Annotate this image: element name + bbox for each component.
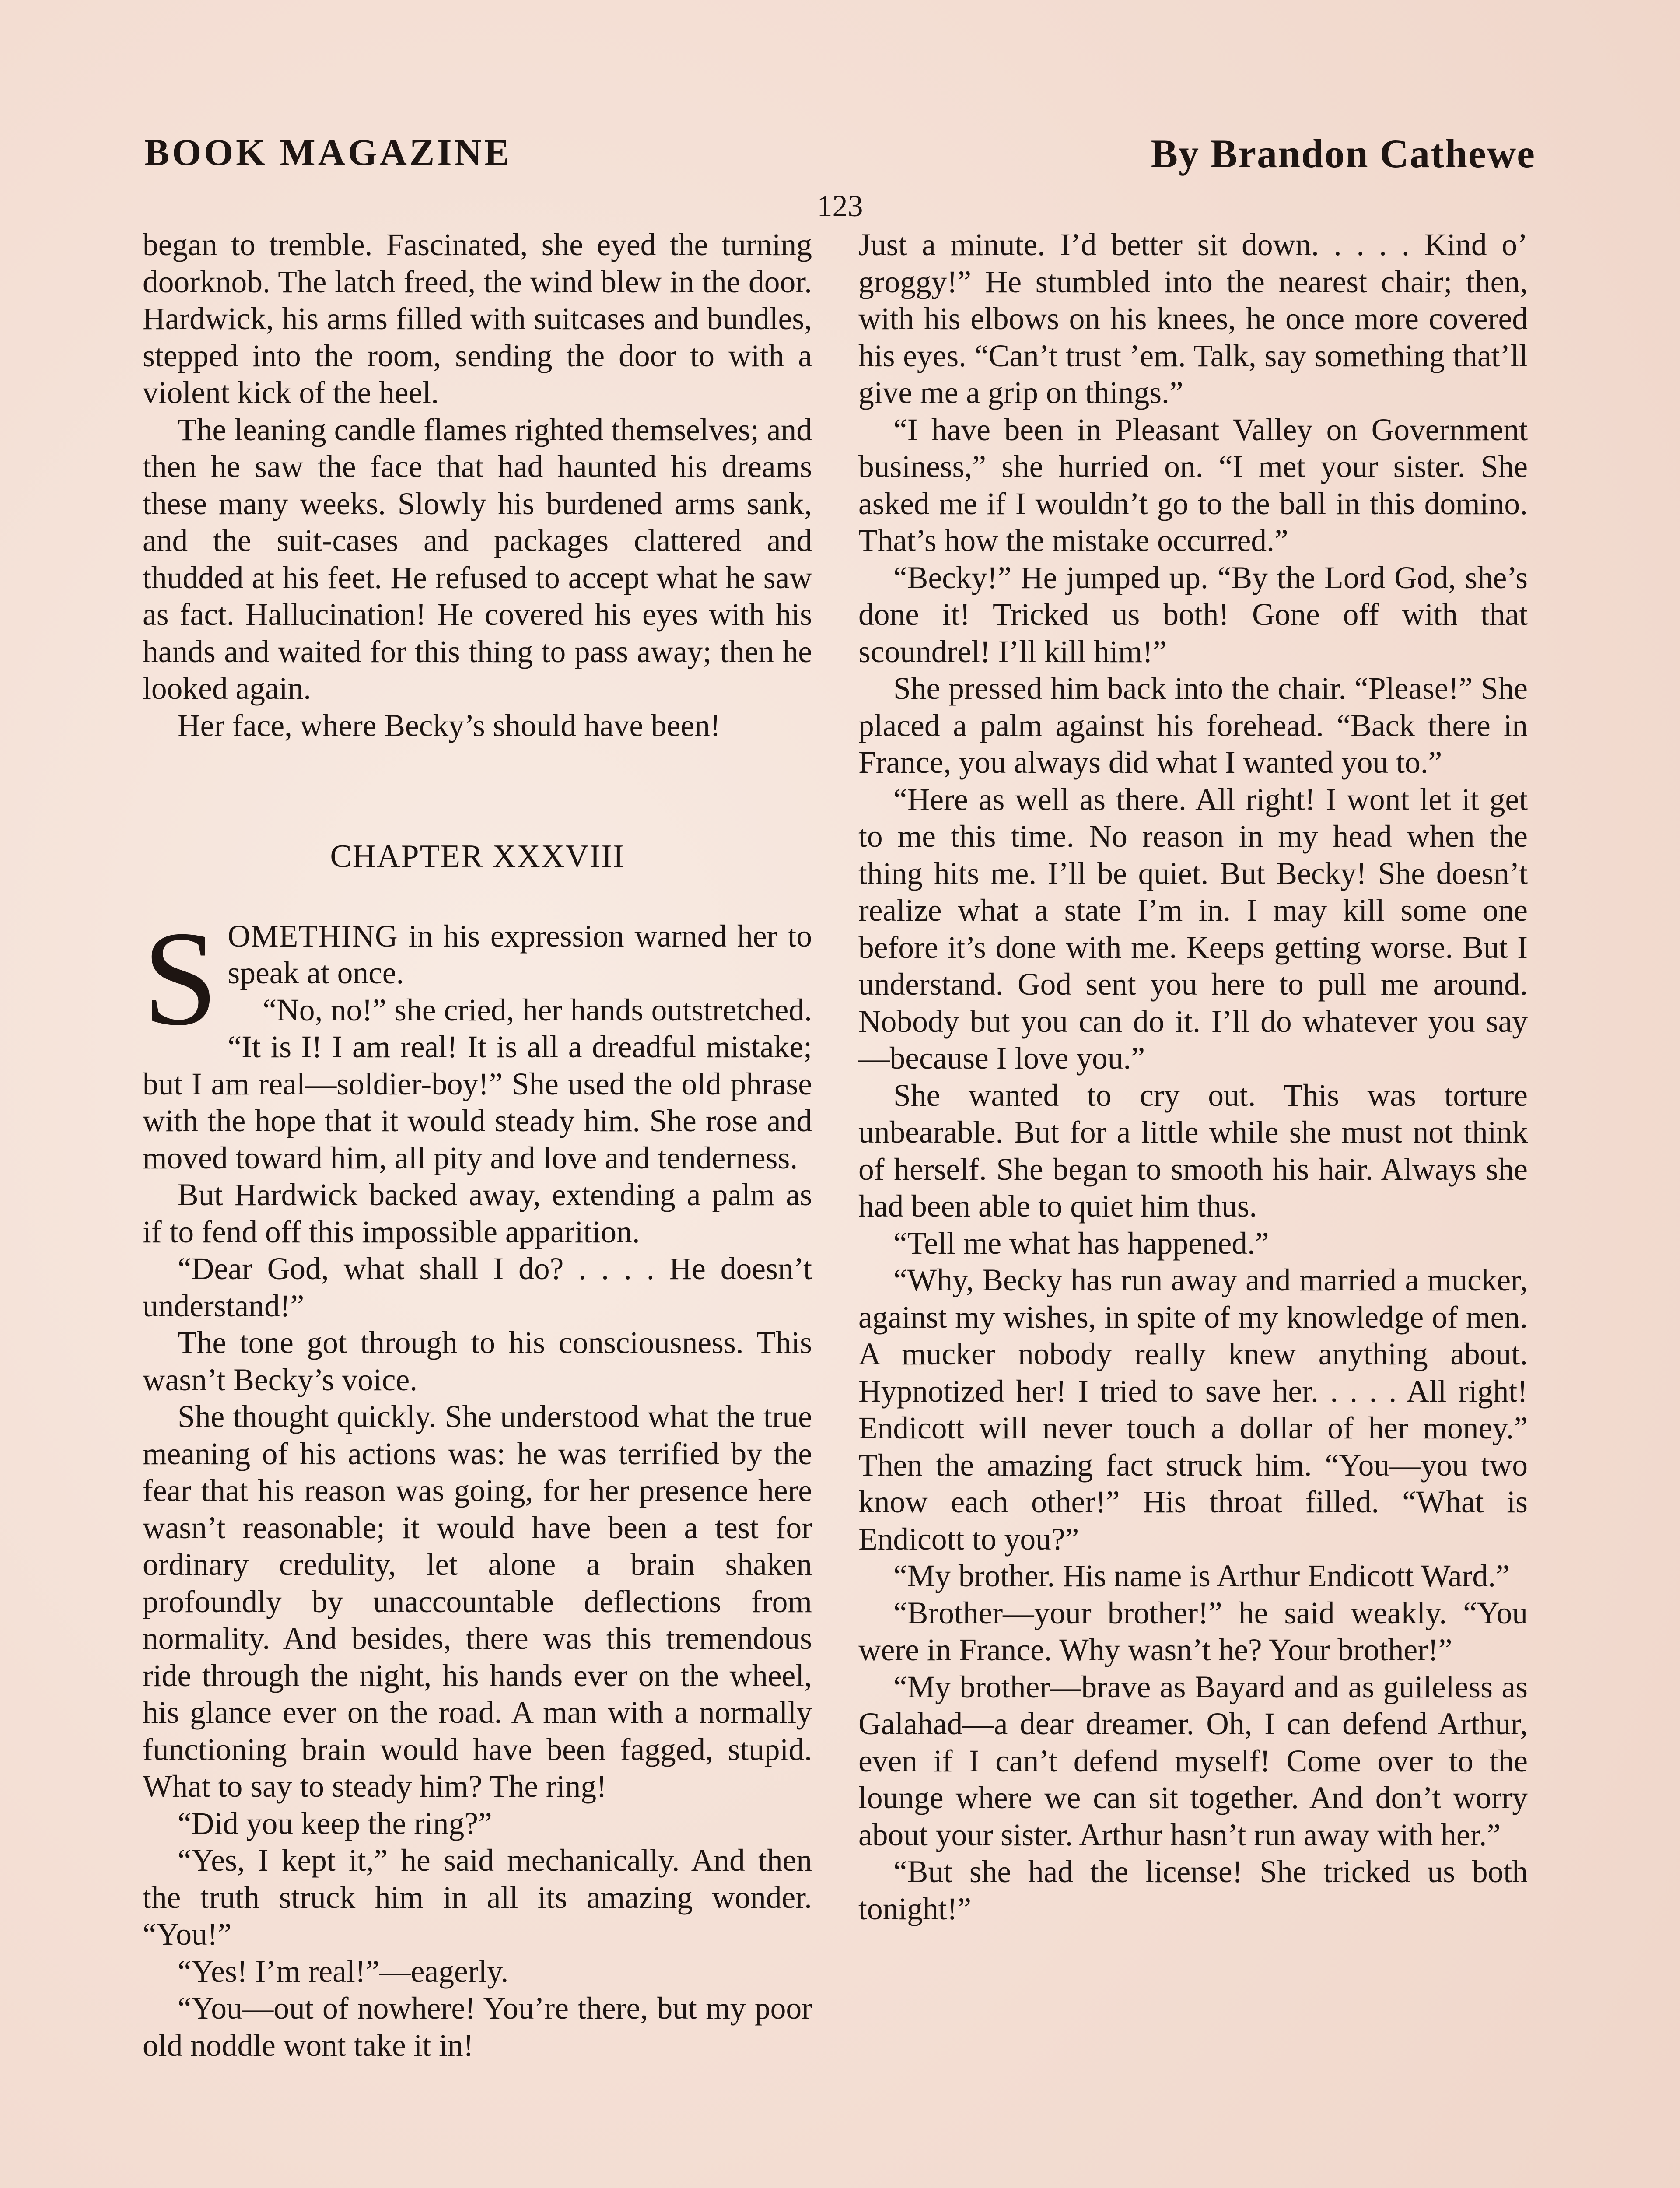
paragraph: “Here as well as there. All right! I wont let it get to me this time. No reason in my head when the thing hits me. I’ll be quiet. But Becky! She doesn’t realize what a state I’m in. I may kill some one before it’s done with me. Keeps getting worse. But I understand. God sent you here to pull me around. Nobody but you can do it. I’ll do whatever you say—because I love you.” bbox=[858, 782, 1528, 1076]
magazine-title: BOOK MAGAZINE bbox=[144, 131, 512, 173]
paragraph: “Tell me what has happened.” bbox=[893, 1226, 1269, 1261]
right-column bbox=[858, 227, 1528, 1928]
paragraph: “Yes, I kept it,” he said mechanically. And then the truth struck him in all its amazing wonder. “You!” bbox=[143, 1843, 812, 1952]
paragraph: “Brother—your brother!” he said weakly. “You were in France. Why wasn’t he? Your brother!” bbox=[858, 1595, 1528, 1667]
paragraph: “Did you keep the ring?” bbox=[178, 1806, 492, 1841]
paragraph: The leaning candle flames righted themselves; and then he saw the face that had haunted his dreams these many weeks. Slowly his burdened arms sank, and the suit-cases and packages clattered and thudded at his feet. He refused to accept what he saw as fact. Hallucination! He covered his eyes with his hands and waited for this thing to pass away; then he looked again. bbox=[143, 412, 812, 706]
paragraph: Her face, where Becky’s should have been! bbox=[178, 708, 721, 743]
drop-cap: S bbox=[143, 903, 218, 1054]
paragraph: She thought quickly. She understood what the true meaning of his actions was: he was terrified by the fear that his reason was going, for her presence here wasn’t reasonable; it would have been a test for ordinary credulity, let alone a brain shaken profoundly by unaccountable deflections from normality. And besides, there was this tremendous ride through the night, his hands ever on the wheel, his glance ever on the road. A man with a normally functioning brain would have been fagged, stupid. What to say to steady him? The ring! bbox=[143, 1399, 812, 1804]
chapter-heading: CHAPTER XXXVIII bbox=[330, 838, 625, 874]
paragraph: “Yes! I’m real!”—eagerly. bbox=[178, 1954, 509, 1989]
running-header bbox=[144, 130, 1536, 183]
author-byline: By Brandon Cathewe bbox=[1151, 131, 1536, 176]
paragraph: “Dear God, what shall I do? . . . . He doesn’t understand!” bbox=[143, 1252, 812, 1323]
paragraph: began to tremble. Fascinated, she eyed the turning doorknob. The latch freed, the wind blew in the door. Hardwick, his arms filled with suitcases and bundles, stepped into the room, sending the door to with a violent kick of the heel. bbox=[143, 228, 812, 410]
paragraph: “I have been in Pleasant Valley on Government business,” she hurried on. “I met your sister. She asked me if I wouldn’t go to the ball in this domino. That’s how the mistake occurred.” bbox=[858, 412, 1528, 558]
paragraph: But Hardwick backed away, extending a palm as if to fend off this impossible apparition. bbox=[143, 1178, 812, 1249]
paragraph: She wanted to cry out. This was torture unbearable. But for a little while she must not think of herself. She began to smooth his hair. Always she had been able to quiet him thus. bbox=[858, 1078, 1528, 1224]
paragraph-text: in his expression warned her to speak at once. bbox=[228, 919, 812, 990]
paragraph: “My brother—brave as Bayard and as guileless as Galahad—a dear dreamer. Oh, I can defend Arthur, even if I can’t defend myself! Come over to the lounge where we can sit together. And don’t worry about your sister. Arthur hasn’t run away with her.” bbox=[858, 1669, 1528, 1852]
small-caps-lead: OMETHING bbox=[228, 919, 398, 954]
paragraph: “But she had the license! She tricked us both tonight!” bbox=[858, 1855, 1528, 1926]
chapter-opening-paragraph bbox=[143, 903, 812, 1054]
left-column bbox=[143, 227, 812, 2064]
paragraph: “My brother. His name is Arthur Endicott Ward.” bbox=[893, 1559, 1510, 1593]
paragraph: “No, no!” she cried, her hands outstretched. “It is I! I am real! It is all a dreadful mistake; but I am real—soldier-boy!” She used the old phrase with the hope that it would steady him. She rose and moved toward him, all pity and love and tenderness. bbox=[143, 992, 812, 1175]
paragraph: She pressed him back into the chair. “Please!” She placed a palm against his forehead. “Back there in France, you always did what I wanted you to.” bbox=[858, 671, 1528, 780]
paragraph: Just a minute. I’d better sit down. . . . . Kind o’ groggy!” He stumbled into the nearest chair; then, with his elbows on his knees, he once more covered his eyes. “Can’t trust ’em. Talk, say something that’ll give me a grip on things.” bbox=[858, 228, 1528, 410]
paragraph: “Becky!” He jumped up. “By the Lord God, she’s done it! Tricked us both! Gone off with that scoundrel! I’ll kill him!” bbox=[858, 560, 1528, 669]
paragraph: “Why, Becky has run away and married a mucker, against my wishes, in spite of my knowledge of men. A mucker nobody really knew anything about. Hypnotized her! I tried to save her. . . . . All right! Endicott will never touch a dollar of her money.” Then the amazing fact struck him. “You—you two know each other!” His throat filled. “What is Endicott to you?” bbox=[858, 1263, 1528, 1557]
page-number: 123 bbox=[817, 189, 863, 223]
paragraph: “You—out of nowhere! You’re there, but my poor old noddle wont take it in! bbox=[143, 1991, 812, 2063]
paragraph: The tone got through to his consciousness. This wasn’t Becky’s voice. bbox=[143, 1325, 812, 1397]
